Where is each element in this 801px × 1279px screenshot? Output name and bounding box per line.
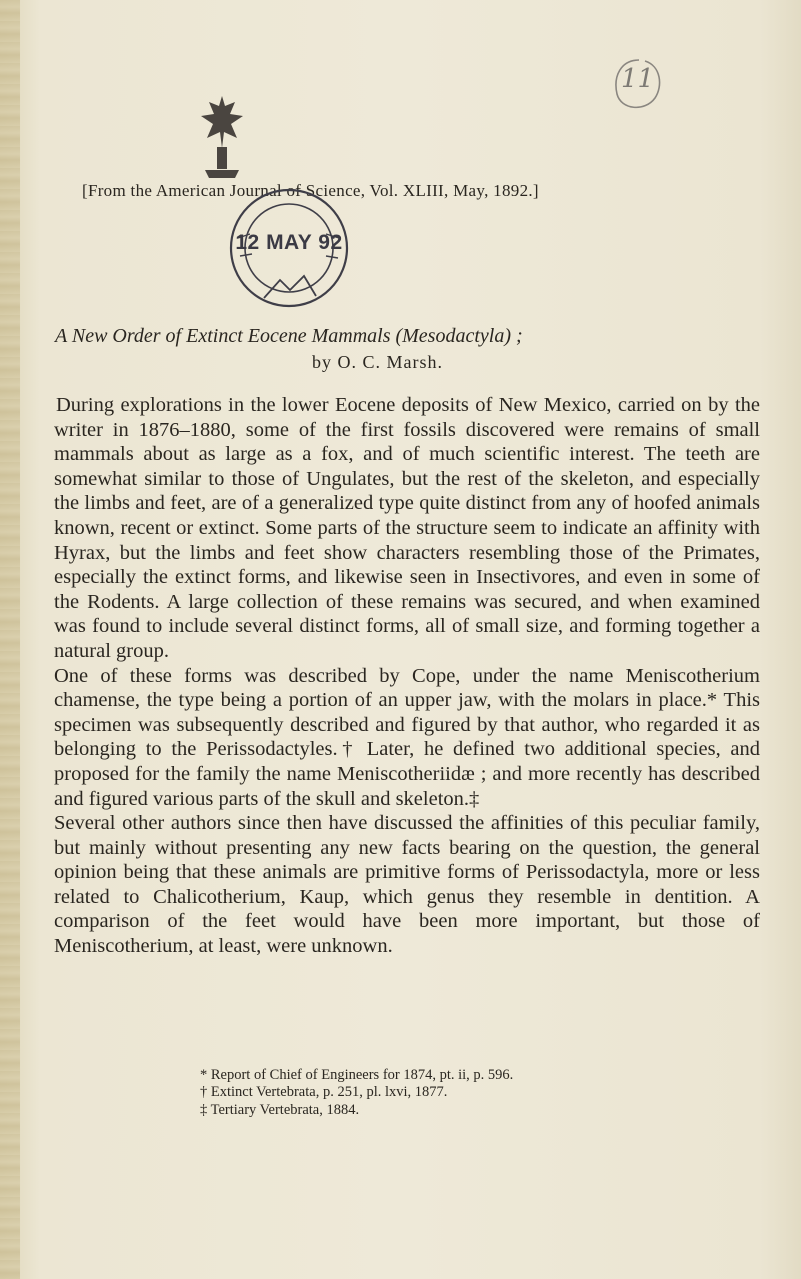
article-body [54, 393, 760, 959]
page-edge [0, 0, 20, 1279]
footnote: † Extinct Vertebrata, p. 251, pl. lxvi, 1877. [200, 1084, 448, 1101]
article-author: by O. C. Marsh. [312, 352, 443, 372]
handwritten-number: 11 [609, 56, 665, 116]
footnotes [200, 1067, 760, 1119]
article-title: A New Order of Extinct Eocene Mammals (Mesodactyla) ; [55, 325, 523, 347]
footnote: * Report of Chief of Engineers for 1874, pt. ii, p. 596. [200, 1067, 514, 1083]
crest-emblem [197, 92, 247, 178]
paragraph: Several other authors since then have discussed the affinities of this peculiar family, but mainly without presenting any new facts bearing on the question, the general opinion being that these animals are primitive forms of Perissodactyla, more or less related to Chalicotherium, Kaup, which genus they resemble in dentition. A comparison of the feet would have been more important, but those of Meniscotherium, at least, were unknown. [54, 812, 760, 958]
footnote: ‡ Tertiary Vertebrata, 1884. [200, 1101, 360, 1118]
stamp-date: 12 MAY 92 [235, 231, 343, 254]
journal-citation: [From the American Journal of Science, Vol. XLIII, May, 1892.] [82, 181, 539, 200]
paragraph: One of these forms was described by Cope, under the name Meniscotherium chamense, the type being a portion of an upper jaw, with the molars in place.* This specimen was subsequently described and figured by that author, who regarded it as belonging to the Perissodactyles.† Later, he defined two additional species, and proposed for the family the name Meniscotheriidæ ; and more recently has described and figured various parts of the skull and skeleton.‡ [54, 664, 760, 810]
library-stamp [220, 184, 358, 316]
paragraph: During explorations in the lower Eocene deposits of New Mexico, carried on by the writer in 1876–1880, some of the first fossils discovered were remains of small mammals about as large as a fox, and of much scientific interest. The teeth are somewhat similar to those of Ungulates, but the rest of the skeleton, and especially the limbs and feet, are of a generalized type quite distinct from any of hoofed animals known, recent or extinct. Some parts of the structure seem to indicate an affinity with Hyrax, but the limbs and feet show characters resembling those of the Primates, especially the extinct forms, and likewise seen in Insectivores, and even in some of the Rodents. A large collection of these remains was secured, and when examined was found to include several distinct forms, all of small size, and forming together a natural group. [54, 394, 760, 662]
